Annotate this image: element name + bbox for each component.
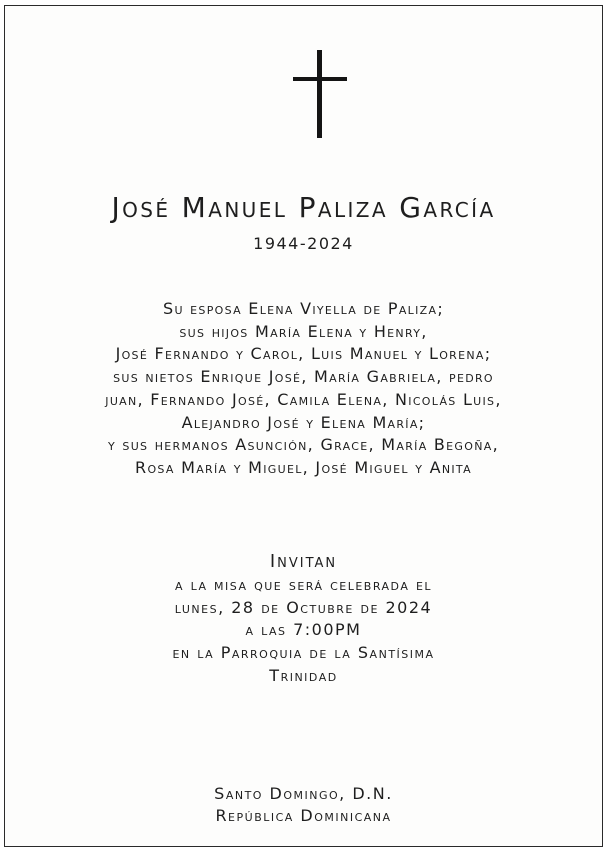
family-line: Su esposa Elena Viyella de Paliza; [162, 299, 445, 318]
cross-horizontal-bar [293, 77, 347, 81]
latin-cross-icon [293, 50, 347, 138]
life-years: 1944-2024 [253, 234, 354, 253]
location-city: Santo Domingo, D.N. [214, 784, 393, 803]
family-line: sus nietos Enrique José, María Gabriela, pedro [113, 367, 494, 387]
family-line: José Fernando y Carol, Luis Manuel y Lorena; [115, 344, 492, 364]
family-list [5, 298, 602, 480]
invitation-time: a las 7:00PM [245, 620, 362, 640]
invitation-line: Trinidad [269, 665, 338, 685]
family-line: juan, Fernando José, Camila Elena, Nicolás Luis, [105, 389, 502, 409]
invitation-line: en la Parroquia de la Santísima [172, 643, 435, 663]
location-country: República Dominicana [215, 806, 392, 825]
mass-invitation [5, 551, 602, 688]
invitation-date: lunes, 28 de Octubre de 2024 [174, 597, 433, 617]
deceased-name: José Manuel Paliza García [111, 191, 496, 224]
invitation-line: a la misa que será celebrada el [174, 574, 433, 594]
location-block [5, 783, 602, 827]
cross-vertical-bar [317, 50, 322, 138]
family-line: Rosa María y Miguel, José Miguel y Anita [135, 457, 472, 477]
family-line: y sus hermanos Asunción, Grace, María Begoña, [108, 435, 499, 455]
invitation-lead: Invitan [269, 551, 338, 572]
family-line: sus hijos María Elena y Henry, [179, 321, 428, 341]
obituary-card [4, 5, 603, 847]
family-line: Alejandro José y Elena María; [181, 412, 426, 432]
